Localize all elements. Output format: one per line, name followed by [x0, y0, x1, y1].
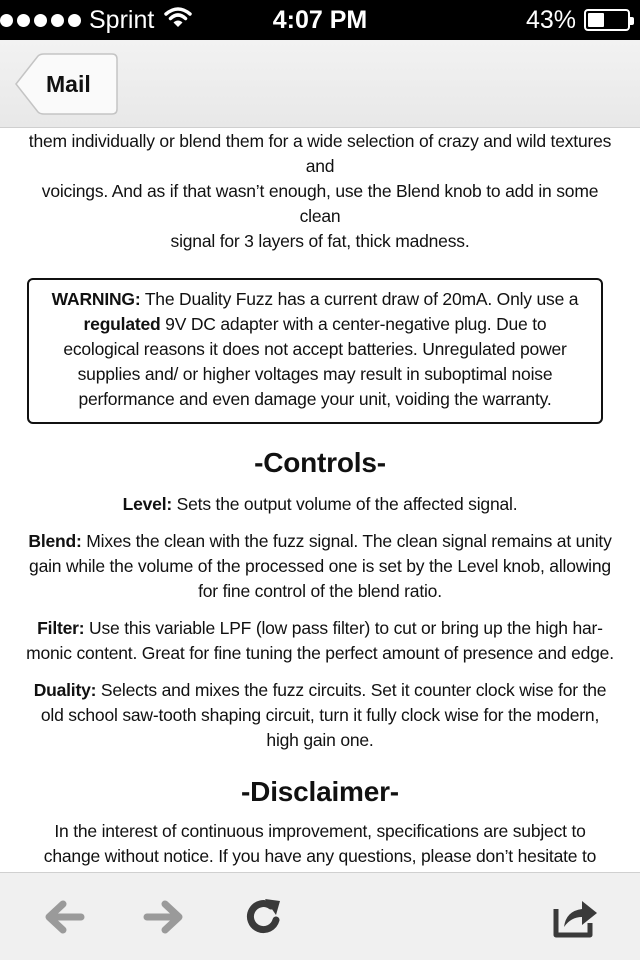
- carrier-name: Sprint: [89, 5, 155, 34]
- disclaimer-heading: -Disclaimer-: [241, 776, 399, 807]
- status-bar: [0, 0, 640, 40]
- control-duality: [24, 678, 616, 753]
- control-description: Mixes the clean with the fuzz signal. The clean signal remains at unity gain while the volume of the processed one is set by the Level knob, allowing for fine control of the blend ratio.: [29, 531, 612, 601]
- status-right: [526, 0, 630, 40]
- battery-icon: [584, 9, 630, 31]
- control-description: Selects and mixes the fuzz circuits. Set it counter clock wise for the old school saw-tooth shaping circuit, turn it fully clock wise for the modern, high gain one.: [40, 680, 607, 750]
- back-button-label: Mail: [46, 71, 91, 97]
- control-description: Sets the output volume of the affected signal.: [172, 494, 518, 514]
- controls-heading: -Controls-: [254, 447, 386, 478]
- control-name: Duality:: [33, 680, 97, 700]
- forward-arrow-icon: [143, 899, 185, 935]
- warning-text-1: The Duality Fuzz has a current draw of 20mA. Only use a: [140, 289, 579, 309]
- control-name: Filter:: [37, 618, 85, 638]
- warning-label: WARNING:: [51, 289, 141, 309]
- nav-bar: [0, 40, 640, 128]
- status-time: 4:07 PM: [272, 6, 368, 34]
- warning-text-2: 9V DC adapter with a center-negative plug. Due to ecological reasons it does not accept batteries. Unregulated power supplies and/ or higher voltages may result in suboptimal noise performance and even damage your unit, voiding the warranty.: [63, 314, 567, 409]
- control-name: Level:: [122, 494, 172, 514]
- share-button[interactable]: [536, 873, 616, 961]
- disclaimer-text: In the interest of continuous improvement, specifications are subject to change without notice. If you have any questions, please don’t hesitate to: [43, 821, 597, 866]
- share-icon: [552, 895, 600, 939]
- message-content[interactable]: [0, 128, 640, 872]
- control-filter: [24, 616, 616, 666]
- intro-line: signal for 3 layers of fat, thick madness.: [170, 231, 470, 251]
- battery-percent: 43%: [525, 5, 576, 34]
- intro-line: voicings. And as if that wasn’t enough, use the Blend knob to add in some clean: [41, 181, 599, 226]
- control-blend: [24, 529, 616, 604]
- intro-line: them individually or blend them for a wide selection of crazy and wild textures and: [28, 131, 612, 176]
- reload-button[interactable]: [224, 873, 304, 961]
- warning-box: [27, 278, 603, 424]
- back-arrow-icon: [43, 899, 85, 935]
- warning-emphasis: regulated: [83, 314, 161, 334]
- intro-paragraph: [24, 129, 616, 254]
- message-body: [24, 128, 616, 894]
- browser-toolbar: [0, 872, 640, 960]
- control-description: Use this variable LPF (low pass filter) to cut or bring up the high har- monic content. Great for fine tuning the perfect amount of presence and edge.: [26, 618, 614, 663]
- control-name: Blend:: [28, 531, 82, 551]
- forward-arrow-button[interactable]: [124, 873, 204, 961]
- reload-icon: [243, 896, 285, 938]
- control-level: [24, 492, 616, 517]
- back-arrow-button[interactable]: [24, 873, 104, 961]
